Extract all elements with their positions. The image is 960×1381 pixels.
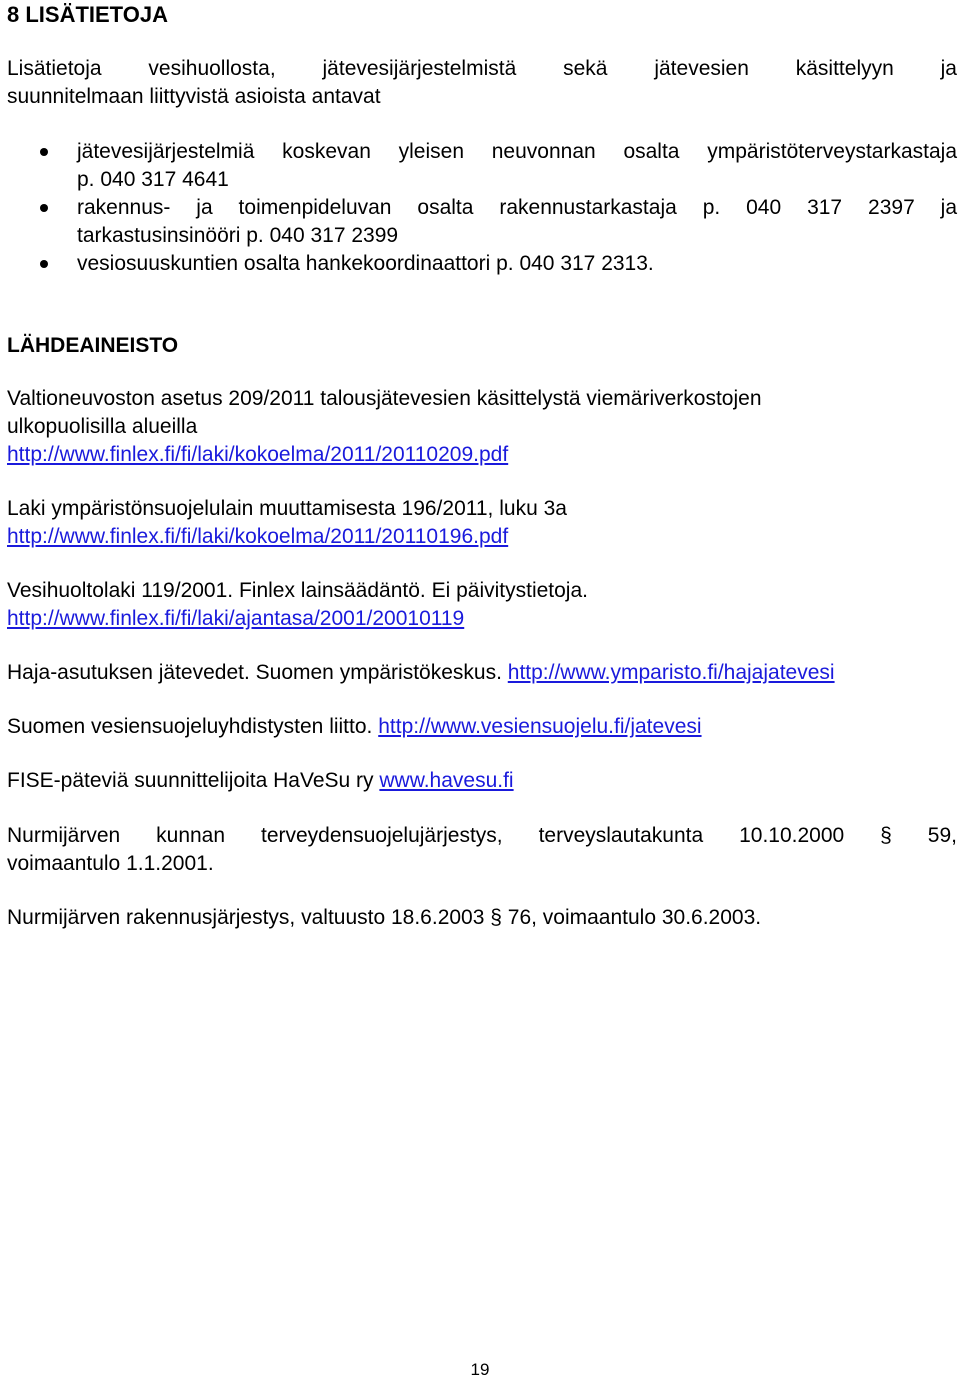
source-5-text: Suomen vesiensuojeluyhdistysten liitto.: [7, 715, 373, 738]
contact-list: [7, 138, 957, 278]
source-8: [7, 904, 957, 932]
source-3-link[interactable]: http://www.finlex.fi/fi/laki/ajantasa/2001/20010119: [7, 607, 465, 630]
list-item: [7, 250, 957, 278]
source-4-link[interactable]: http://www.ymparisto.fi/hajajatevesi: [507, 661, 835, 684]
source-3-line-1: Vesihuoltolaki 119/2001. Finlex lainsäädäntö. Ei päivitystietoja.: [7, 579, 588, 602]
source-5: [7, 713, 957, 741]
source-2: [7, 495, 957, 551]
contact-3-line-1: vesiosuuskuntien osalta hankekoordinaattori p. 040 317 2313.: [77, 252, 654, 275]
contact-1-line-2: p. 040 317 4641: [77, 168, 229, 191]
source-4: [7, 659, 957, 687]
source-1-line-2: ulkopuolisilla alueilla: [7, 415, 198, 438]
list-item: [7, 138, 957, 194]
source-3: [7, 577, 957, 633]
list-item: [7, 194, 957, 250]
contact-1-line-1: jätevesijärjestelmiä koskevan yleisen neuvonnan osalta ympäristöterveystarkastaja: [77, 140, 957, 163]
source-2-line-1: Laki ympäristönsuojelulain muuttamisesta 196/2011, luku 3a: [7, 497, 567, 520]
bullet-icon: [40, 204, 48, 212]
source-1: [7, 385, 957, 469]
source-1-link[interactable]: http://www.finlex.fi/fi/laki/kokoelma/2011/20110209.pdf: [7, 443, 509, 466]
intro-line-2: suunnitelmaan liittyvistä asioista antavat: [7, 85, 381, 108]
source-7: [7, 822, 957, 878]
source-4-text: Haja-asutuksen jätevedet. Suomen ympäristökeskus.: [7, 661, 502, 684]
bullet-icon: [40, 260, 48, 268]
source-6-text: FISE-päteviä suunnittelijoita HaVeSu ry: [7, 769, 374, 792]
bullet-icon: [40, 148, 48, 156]
source-2-link[interactable]: http://www.finlex.fi/fi/laki/kokoelma/2011/20110196.pdf: [7, 525, 509, 548]
source-6-link[interactable]: www.havesu.fi: [379, 769, 514, 792]
intro-paragraph: [7, 55, 957, 111]
source-7-line-1: Nurmijärven kunnan terveydensuojelujärjestys, terveyslautakunta 10.10.2000 § 59,: [7, 824, 957, 847]
source-8-text: Nurmijärven rakennusjärjestys, valtuusto 18.6.2003 § 76, voimaantulo 30.6.2003.: [7, 906, 762, 929]
source-7-line-2: voimaantulo 1.1.2001.: [7, 852, 214, 875]
intro-line-1: Lisätietoja vesihuollosta, jätevesijärjestelmistä sekä jätevesien käsittelyyn ja: [7, 57, 957, 80]
contact-2-line-1: rakennus- ja toimenpideluvan osalta rakennustarkastaja p. 040 317 2397 ja: [77, 196, 957, 219]
contact-2-line-2: tarkastusinsinööri p. 040 317 2399: [77, 224, 399, 247]
source-5-link[interactable]: http://www.vesiensuojelu.fi/jatevesi: [378, 715, 702, 738]
page-number: 19: [470, 1360, 490, 1379]
source-6: [7, 767, 957, 795]
section-heading: 8 LISÄTIETOJA: [7, 2, 168, 27]
source-1-line-1: Valtioneuvoston asetus 209/2011 talousjätevesien käsittelystä viemäriverkostojen: [7, 387, 762, 410]
sources-heading: LÄHDEAINEISTO: [7, 334, 179, 357]
